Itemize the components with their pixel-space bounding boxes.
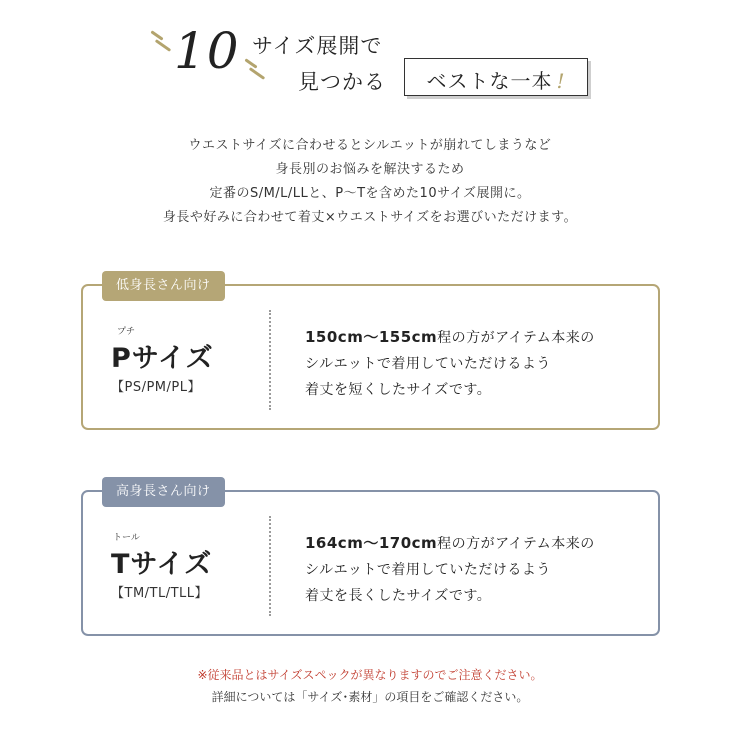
p-size-divider (269, 310, 271, 410)
detail-note: 詳細については「サイズ･素材」の項目をご確認ください。 (211, 690, 529, 704)
t-size-ruby: トール (113, 533, 140, 543)
p-size-codes: 【PS/PM/PL】 (111, 380, 201, 395)
t-size-card (81, 484, 660, 636)
p-size-ruby: プチ (117, 327, 136, 337)
t-size-desc-rest: 程の方がアイテム本来の (437, 536, 595, 552)
p-size-desc-line-2: シルエットで着用していただけるよう (305, 356, 551, 372)
headline-line-1: サイズ展開で (252, 34, 383, 58)
t-size-divider (269, 516, 271, 616)
headline-boxed-label: ベストな一本 (426, 69, 553, 93)
t-size-range: 164cm〜170cm (305, 534, 438, 552)
headline-boxed (404, 58, 588, 96)
caution-note: ※従来品とはサイズスペックが異なりますのでご注意ください。 (197, 668, 543, 682)
intro-line: ウエストサイズに合わせるとシルエットが崩れてしまうなど (188, 138, 552, 153)
p-size-card (81, 278, 660, 430)
headline-line-2: 見つかる (298, 70, 386, 94)
p-size-desc-rest: 程の方がアイテム本来の (437, 330, 595, 346)
p-size-desc-line-1 (305, 324, 645, 351)
headline-exclamation: ! (556, 69, 566, 93)
intro-line: 身長や好みに合わせて着丈×ウエストサイズをお選びいただけます。 (162, 210, 578, 225)
headline-number: 10 (174, 22, 240, 80)
intro-line: 身長別のお悩みを解決するため (275, 162, 465, 177)
notes (0, 664, 740, 708)
p-size-description (305, 324, 645, 403)
intro-line: 定番のS/M/L/LLと、P〜Tを含めた10サイズ展開に。 (209, 186, 531, 201)
p-size-range: 150cm〜155cm (305, 328, 438, 346)
intro-text (0, 134, 740, 230)
t-size-tag: 高身長さん向け (102, 477, 225, 507)
t-size-desc-line-2: シルエットで着用していただけるよう (305, 562, 551, 578)
p-size-desc-line-3: 着丈を短くしたサイズです。 (305, 382, 492, 398)
t-size-desc-line-1 (305, 530, 645, 557)
p-size-tag: 低身長さん向け (102, 271, 225, 301)
t-size-name: Tサイズ (111, 549, 213, 580)
headline-boxed-text (405, 65, 587, 94)
t-size-desc-line-3: 着丈を長くしたサイズです。 (305, 588, 492, 604)
p-size-name: Pサイズ (111, 343, 214, 374)
t-size-description (305, 530, 645, 609)
headline (0, 0, 740, 120)
t-size-codes: 【TM/TL/TLL】 (111, 586, 209, 601)
